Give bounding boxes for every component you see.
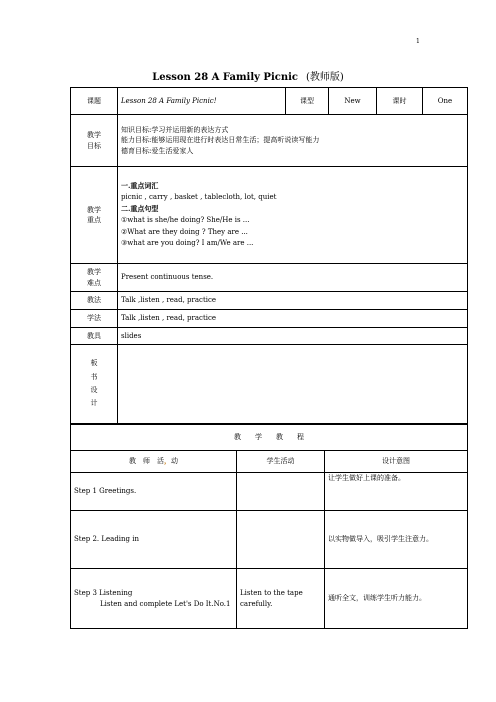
teacher-step xyxy=(71,569,237,629)
difficulty-label-2: 难点 xyxy=(87,278,101,287)
board-char: 板 xyxy=(90,359,98,368)
page-number: 1 xyxy=(416,38,420,45)
sentence-heading: 二.重点句型 xyxy=(121,204,159,214)
comma-mark: ， xyxy=(164,456,171,466)
title-suffix: (教师版) xyxy=(305,72,344,83)
vocab-heading: 一.重点词汇 xyxy=(121,181,159,191)
objective-line: 知识目标:学习并运用新的表达方式 xyxy=(121,125,229,134)
sentence-line: ②What are they doing ? They are ... xyxy=(121,227,248,236)
board-design-cell xyxy=(118,345,468,424)
key-points-label-2: 重点 xyxy=(87,216,101,224)
key-points-label xyxy=(71,167,118,264)
objectives-label xyxy=(71,115,118,167)
teaching-method-cell: Talk ,listen , read, practice xyxy=(118,292,468,310)
difficulty-cell: Present continuous tense. xyxy=(118,264,468,292)
table-row xyxy=(71,425,468,451)
lesson-type-value: New xyxy=(329,88,377,115)
intent-step: 让学生做好上课的准备。 xyxy=(325,473,468,511)
table-row xyxy=(71,345,468,424)
objectives-label-1: 教学 xyxy=(87,131,101,139)
learning-method-label: 学法 xyxy=(71,310,118,328)
teacher-step: Step 1 Greetings. xyxy=(71,473,237,511)
vocab-list: picnic , carry , basket , tablecloth, lot, quiet xyxy=(121,192,277,201)
teaching-aids-label: 教具 xyxy=(71,328,118,345)
teaching-method-label: 教法 xyxy=(71,292,118,310)
lesson-plan-table xyxy=(70,87,468,424)
lesson-title-cell: Lesson 28 A Family Picnic! xyxy=(118,88,286,115)
process-table xyxy=(70,424,468,629)
table-row xyxy=(71,264,468,292)
teacher-activity-text: 教 师 活 xyxy=(129,457,164,466)
student-step: Listen to the tape carefully. xyxy=(237,569,325,629)
student-activity-header: 学生活动 xyxy=(237,451,325,473)
table-row xyxy=(71,473,468,511)
title-main: Lesson 28 A Family Picnic xyxy=(152,72,298,83)
topic-label: 课题 xyxy=(71,88,118,115)
objectives-cell xyxy=(118,115,468,167)
sentence-line: ①what is she/he doing? She/He is ... xyxy=(121,216,250,224)
objective-line: 德育目标:爱生活爱家人 xyxy=(121,146,194,155)
board-char: 计 xyxy=(90,399,98,408)
class-hours-value: One xyxy=(423,88,468,115)
teacher-step-title: Step 3 Listening xyxy=(74,589,133,597)
difficulty-label xyxy=(71,264,118,292)
student-step xyxy=(237,511,325,569)
objectives-label-2: 目标 xyxy=(87,141,101,150)
table-row xyxy=(71,310,468,328)
teaching-aids-cell: slides xyxy=(118,328,468,345)
board-char: 设 xyxy=(90,386,98,394)
design-intent-header: 设计意图 xyxy=(325,451,468,473)
table-row xyxy=(71,328,468,345)
board-char: 书 xyxy=(90,372,98,381)
table-row xyxy=(71,88,468,115)
board-design-label xyxy=(71,345,118,424)
table-row xyxy=(71,167,468,264)
teacher-activity-end: 动 xyxy=(171,457,178,466)
difficulty-label-1: 教学 xyxy=(87,268,101,276)
sentence-line: ③what are you doing? I am/We are ... xyxy=(121,239,254,248)
key-points-cell xyxy=(118,167,468,264)
teacher-step: Step 2. Leading in xyxy=(71,511,237,569)
process-heading: 教 学 教 程 xyxy=(71,425,468,451)
teacher-step-detail: Listen and complete Let's Do It.No.1 xyxy=(100,599,231,608)
table-row xyxy=(71,292,468,310)
key-points-label-1: 教学 xyxy=(87,205,101,214)
lesson-type-label: 课型 xyxy=(286,88,329,115)
class-hours-label: 课时 xyxy=(377,88,423,115)
intent-step: 通听全文，训练学生听力能力。 xyxy=(325,569,468,629)
objective-line: 能力目标:能够运用现在进行时表达日常生活；提高听说读写能力 xyxy=(121,136,320,145)
page-title xyxy=(0,68,496,83)
table-row xyxy=(71,115,468,167)
teacher-activity-header xyxy=(71,451,237,473)
table-row xyxy=(71,511,468,569)
learning-method-cell: Talk ,listen , read, practice xyxy=(118,310,468,328)
intent-step: 以实物做导入，吸引学生注意力。 xyxy=(325,511,468,569)
table-row xyxy=(71,569,468,629)
table-row xyxy=(71,451,468,473)
student-step xyxy=(237,473,325,511)
